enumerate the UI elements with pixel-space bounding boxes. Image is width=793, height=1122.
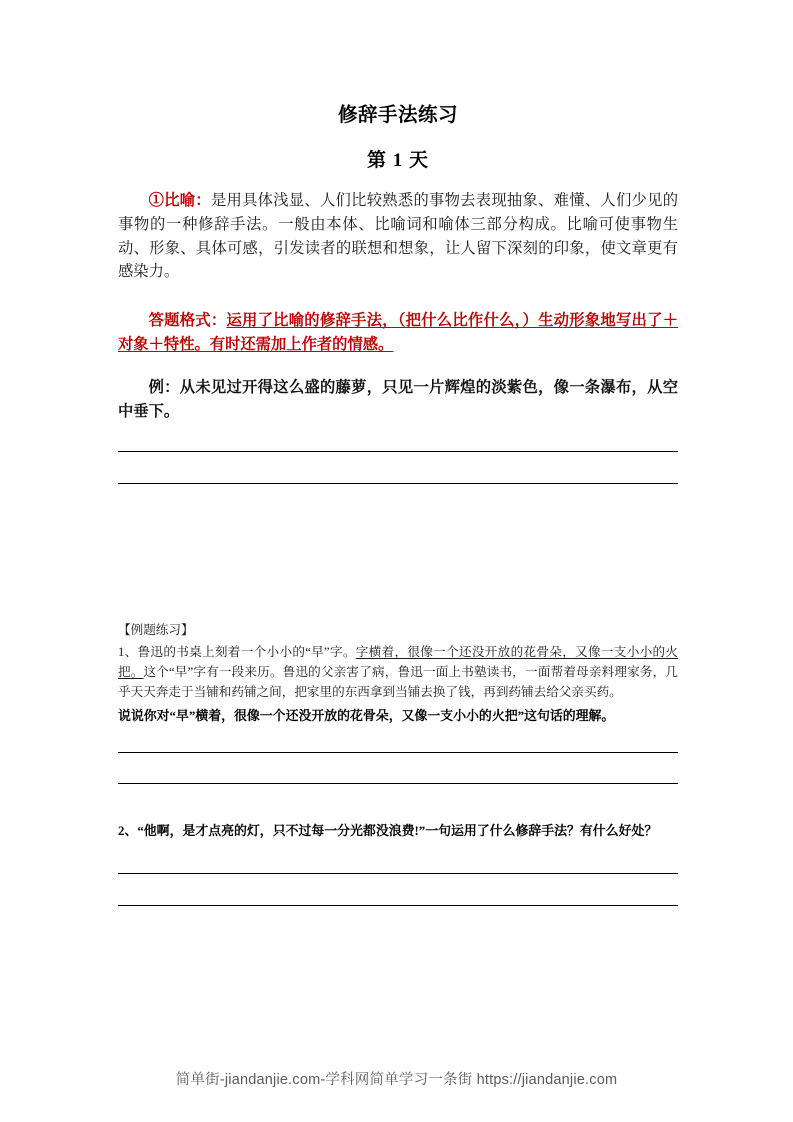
definition-paragraph <box>118 173 678 284</box>
definition-marker: ①比喻： <box>148 192 211 210</box>
answer-format-block <box>118 284 678 356</box>
answer-lines-q1 <box>118 727 678 784</box>
example-text: 从未见过开得这么盛的藤萝，只见一片辉煌的淡紫色，像一条瀑布，从空中垂下。 <box>118 379 678 421</box>
question-2-number: 2、 <box>118 823 138 838</box>
answer-lines-q2 <box>118 842 678 906</box>
practice-heading: 【例题练习】 <box>118 622 194 637</box>
question-2-body: “他啊，是才点亮的灯，只不过每一分光都没浪费!”一句运用了什么修辞手法？有什么好处？ <box>137 823 658 838</box>
page-title: 修辞手法练习 <box>337 105 458 126</box>
question-1-prompt: 说说你对“早”横着，很像一个还没开放的花骨朵，又像一支小小的火把”这句话的理解。 <box>118 708 615 723</box>
answer-lines-example <box>118 424 678 484</box>
day-heading: 第 1 天 <box>366 150 429 172</box>
answer-line[interactable] <box>118 483 678 484</box>
question-1-part1: 鲁迅的书桌上刻着一个小小的“早”字。 <box>137 644 356 659</box>
definition-body: 是用具体浅显、人们比较熟悉的事物去表现抽象、难懂、人们少见的事物的一种修辞手法。一般由本体、比喻词和喻体三部分构成。比喻可使事物生动、形象、具体可感，引发读者的联想和想象，让人留下深刻的印象，使文章更有感染力。 <box>118 192 678 281</box>
example-paragraph <box>118 356 678 423</box>
question-2-text <box>118 784 678 842</box>
answer-line[interactable] <box>118 905 678 906</box>
page-content <box>118 0 678 906</box>
answer-format-text: 运用了比喻的修辞手法，（把什么比作什么，）生动形象地写出了＋对象＋特性。有时还需加上作者的情感。 <box>118 312 678 353</box>
question-1-text <box>118 640 678 703</box>
example-label: 例： <box>148 379 180 397</box>
answer-line[interactable] <box>118 783 678 784</box>
answer-format-label: 答题格式： <box>148 312 227 329</box>
question-1-underlined: 字横着，很像一个还没开放的花骨朵，又像一支小小的火把。 <box>118 644 678 680</box>
footer-watermark: 简单街-jiandanjie.com-学科网简单学习一条街 https://jiandanjie.com <box>175 1072 618 1088</box>
question-1-number: 1、 <box>118 644 138 659</box>
question-1-part2: 这个“早”字有一段来历。鲁迅的父亲害了病，鲁迅一面上书塾读书，一面帮着母亲料理家务，几乎天天奔走于当铺和药铺之间，把家里的东西拿到当铺去换了钱，再到药铺去给父亲买药。 <box>118 665 679 700</box>
